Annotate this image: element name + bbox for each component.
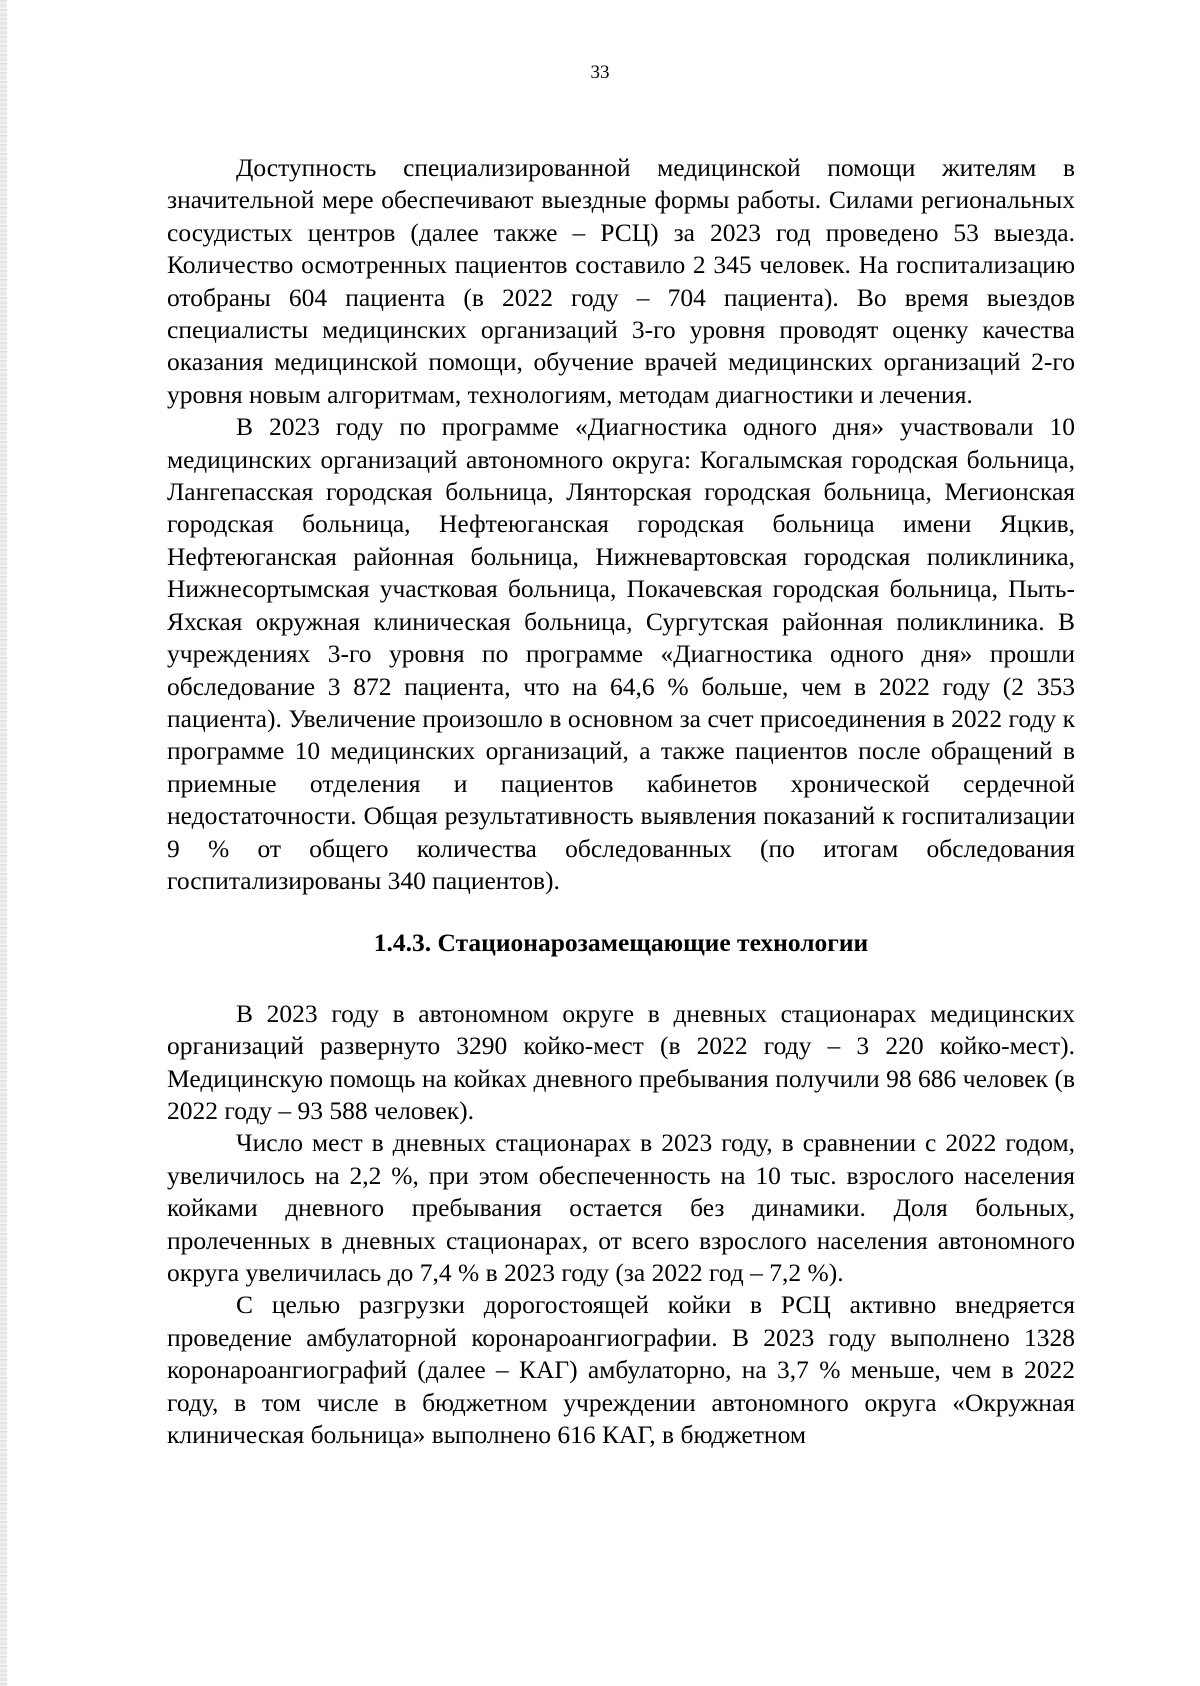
paragraph-day-hospital-beds: В 2023 году в автономном округе в дневных стационарах медицинских организаций развернуто 3290 койко-мест (в 2022 году – 3 220 койко-мест). Медицинскую помощь на койках дневного пребывания получили 98 686 человек (в 2022 году – 93 588 человек). [167,998,1075,1125]
section-heading: 1.4.3. Стационарозамещающие технологии [373,928,869,958]
page-number: 33 [590,62,610,83]
paragraph-outreach: Доступность специализированной медицинской помощи жителям в значительной мере обеспечивают выездные формы работы. Силами региональных сосудистых центров (далее также – РСЦ) за 2023 год проведено 53 выезда. Количество осмотренных пациентов составило 2 345 человек. На госпитализацию отобраны 604 пациента (в 2022 году – 704 пациента). Во время выездов специалисты медицинских организаций 3-го уровня проводят оценку качества оказания медицинской помощи, обучение врачей медицинских организаций 2-го уровня новым алгоритмам, технологиям, методам диагностики и лечения. [167,153,1075,409]
scan-edge-shadow [0,0,7,1686]
page-body [167,152,1075,1451]
paragraph-day-hospital-places: Число мест в дневных стационарах в 2023 году, в сравнении с 2022 годом, увеличилось на 2,2 %, при этом обеспеченность на 10 тыс. взрослого населения койками дневного пребывания остается без динамики. Доля больных, пролеченных в дневных стационарах, от всего взрослого населения автономного округа увеличилась до 7,4 % в 2023 году (за 2022 год – 7,2 %). [167,1128,1075,1287]
paragraph-coronary-angiography: С целью разгрузки дорогостоящей койки в РСЦ активно внедряется проведение амбулаторной коронароангиографии. В 2023 году выполнено 1328 коронароангиографий (далее – КАГ) амбулаторно, на 3,7 % меньше, чем в 2022 году, в том числе в бюджетном учреждении автономного округа «Окружная клиническая больница» выполнено 616 КАГ, в бюджетном [167,1290,1075,1450]
paragraph-one-day-diagnostics: В 2023 году по программе «Диагностика одного дня» участвовали 10 медицинских организаций автономного округа: Когалымская городская больница, Лангепасская городская больница, Лянторская городская больница, Мегионская городская больница, Нефтеюганская городская больница имени Яцкив, Нефтеюганская районная больница, Нижневартовская городская поликлиника, Нижнесортымская участковая больница, Покачевская городская больница, Пыть-Яхская окружная клиническая больница, Сургутская районная поликлиника. В учреждениях 3-го уровня по программе «Диагностика одного дня» прошли обследование 3 872 пациента, что на 64,6 % больше, чем в 2022 году (2 353 пациента). Увеличение произошло в основном за счет присоединения в 2022 году к программе 10 медицинских организаций, а также пациентов после обращений в приемные отделения и пациентов кабинетов хронической сердечной недостаточности. Общая результативность выявления показаний к госпитализации 9 % от общего количества обследованных (по итогам обследования госпитализированы 340 пациентов). [167,412,1075,895]
